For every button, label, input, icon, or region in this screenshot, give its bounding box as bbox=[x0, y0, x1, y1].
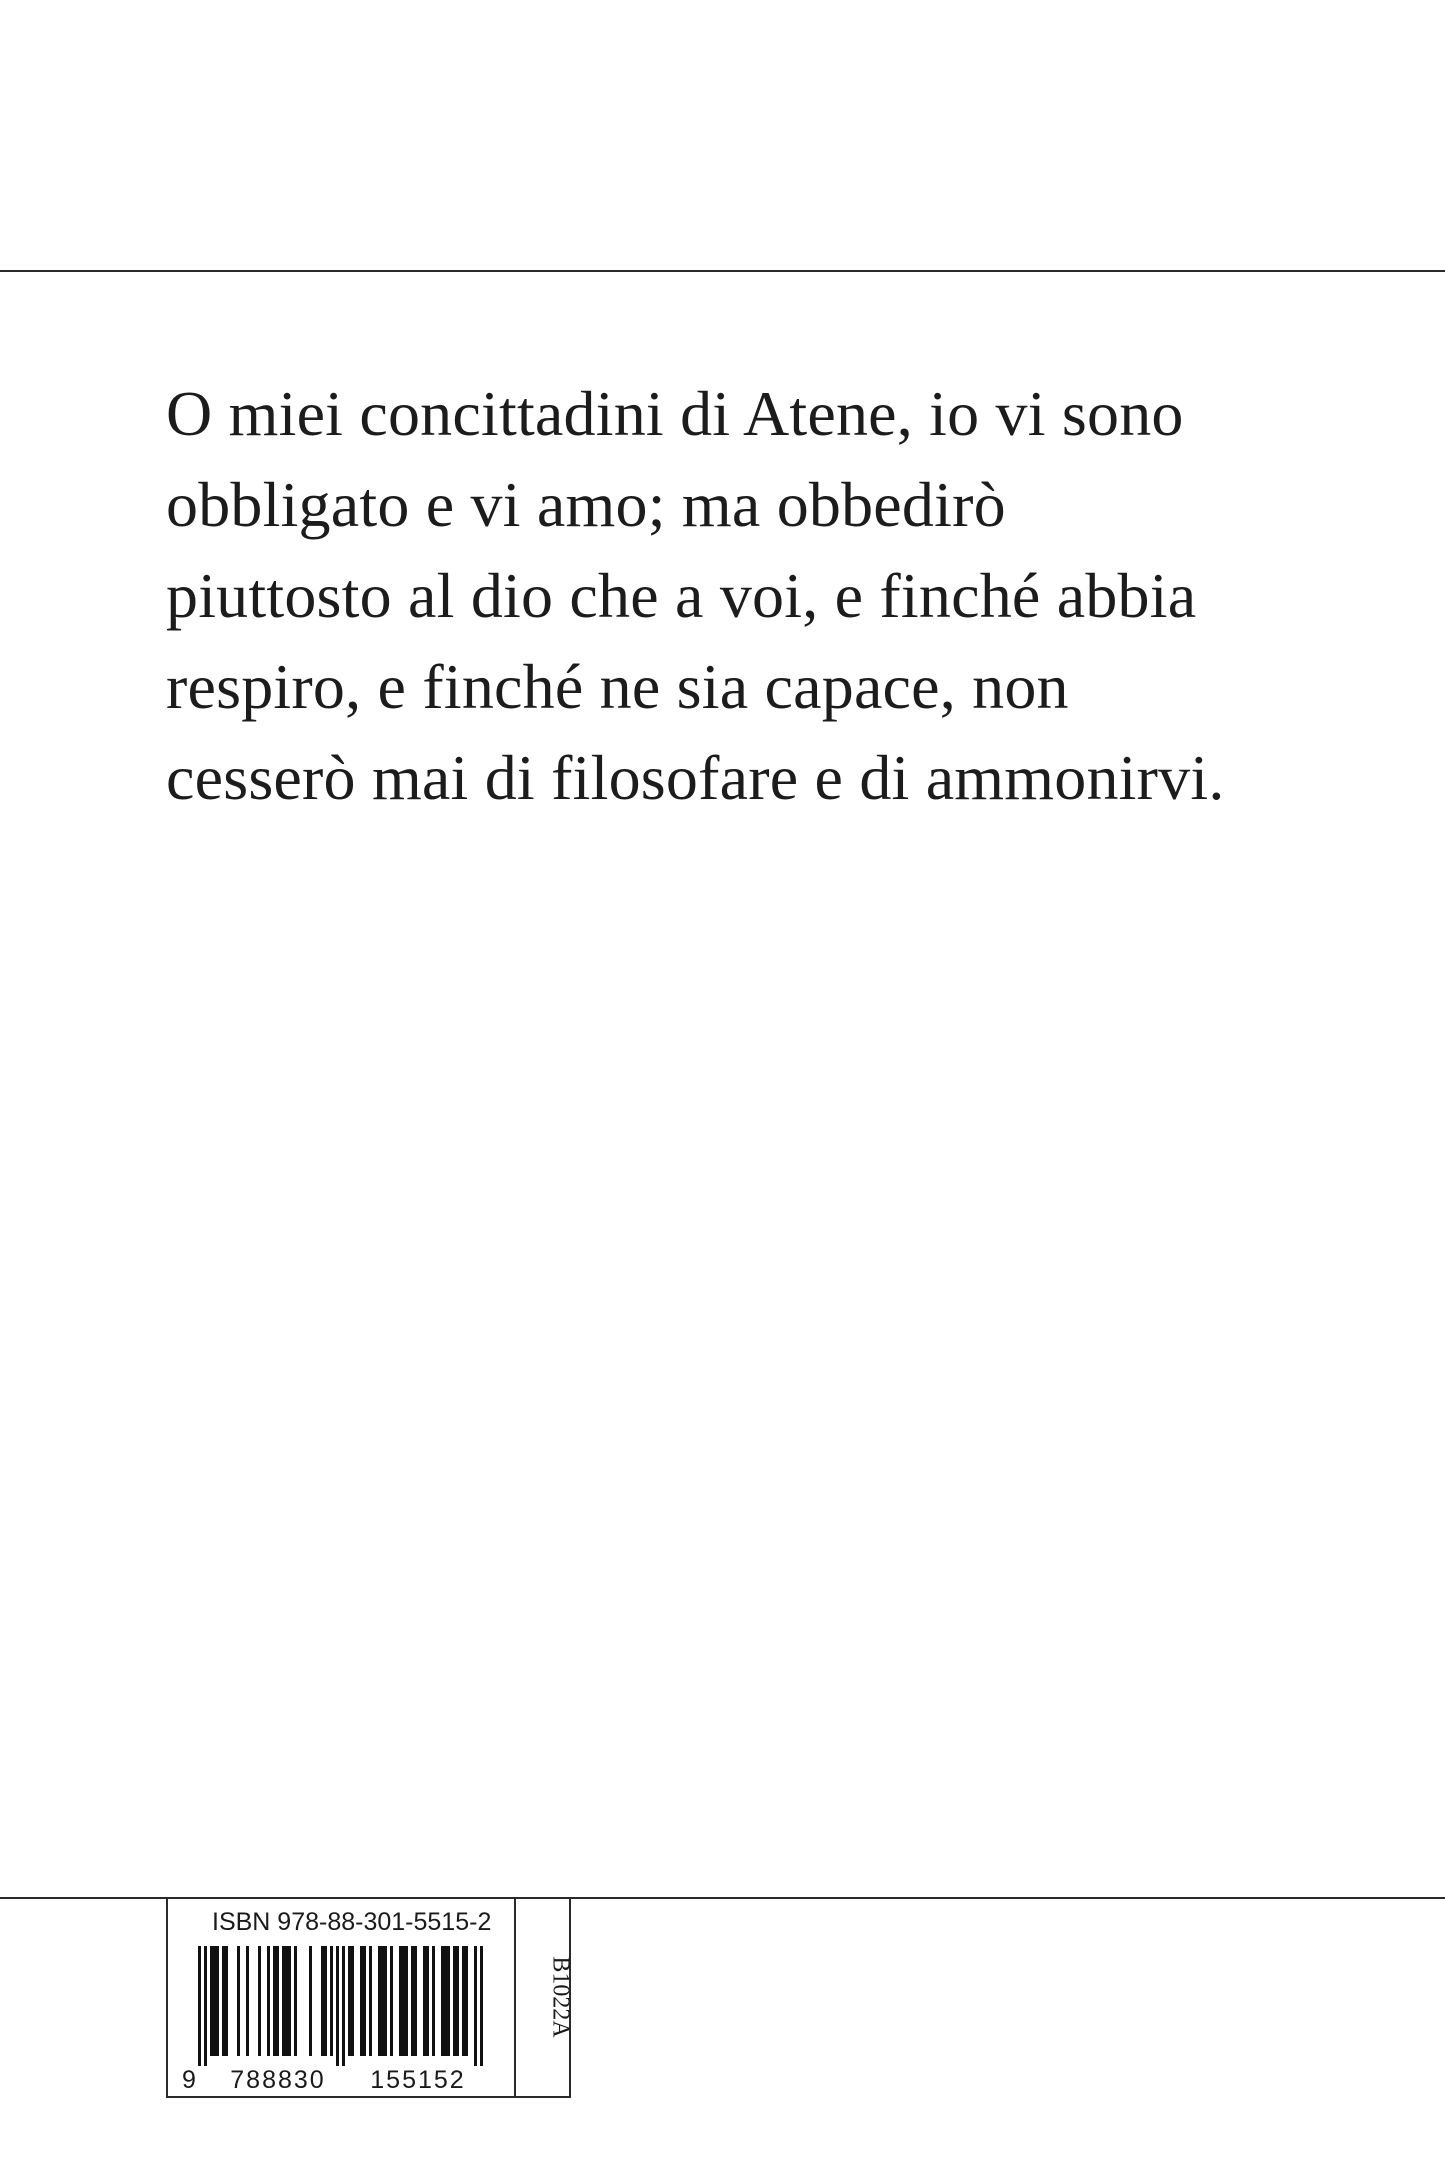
barcode-bar bbox=[423, 1946, 426, 2056]
barcode-bar bbox=[441, 1946, 444, 2056]
barcode-icon bbox=[168, 1942, 514, 2092]
quote-line: cesserò mai di filosofare e di ammonirvi. bbox=[166, 742, 1225, 813]
quote-line: obbligato e vi amo; ma obbedirò bbox=[166, 469, 1006, 540]
barcode-bar bbox=[309, 1946, 312, 2056]
barcode-bar bbox=[474, 1946, 477, 2066]
barcode-bar bbox=[336, 1946, 339, 2066]
barcode-bar bbox=[288, 1946, 291, 2056]
barcode-bar bbox=[348, 1946, 351, 2056]
barcode-bar bbox=[369, 1946, 372, 2056]
barcode-bar bbox=[213, 1946, 216, 2056]
barcode-bar bbox=[324, 1946, 327, 2056]
barcode-bar bbox=[273, 1946, 276, 2056]
barcode-bar bbox=[447, 1946, 450, 2056]
barcode-bar bbox=[351, 1946, 354, 2056]
barcode-bar bbox=[276, 1946, 279, 2056]
barcode-bar bbox=[363, 1946, 366, 2056]
barcode-bar bbox=[414, 1946, 417, 2056]
barcode-bar bbox=[216, 1946, 219, 2056]
barcode-bar bbox=[210, 1946, 213, 2056]
barcode-bar bbox=[444, 1946, 447, 2056]
side-code-label: B1022A bbox=[547, 1956, 574, 2038]
isbn-label: ISBN 978-88-301-5515-2 bbox=[212, 1908, 492, 1936]
back-cover-quote bbox=[166, 368, 1316, 823]
quote-line: respiro, e finché ne sia capace, non bbox=[166, 651, 1069, 722]
barcode-bar bbox=[405, 1946, 408, 2056]
barcode-bar bbox=[330, 1946, 333, 2056]
barcode-divider bbox=[514, 1898, 516, 2096]
barcode-digits-right: 155152 bbox=[370, 2066, 466, 2092]
barcode-bar bbox=[285, 1946, 288, 2056]
quote-line: O miei concittadini di Atene, io vi sono bbox=[166, 378, 1184, 449]
barcode-bar bbox=[462, 1946, 465, 2056]
barcode-bar bbox=[222, 1946, 225, 2056]
barcode-bar bbox=[237, 1946, 240, 2056]
barcode-bar bbox=[399, 1946, 402, 2056]
barcode-bar bbox=[267, 1946, 270, 2056]
barcode-bar bbox=[246, 1946, 249, 2056]
barcode-bar bbox=[465, 1946, 468, 2056]
barcode-digits-left: 788830 bbox=[230, 2066, 326, 2092]
barcode-bar bbox=[321, 1946, 324, 2056]
barcode-bar bbox=[390, 1946, 393, 2056]
top-rule bbox=[0, 270, 1445, 272]
barcode-bar bbox=[480, 1946, 483, 2066]
barcode-bar bbox=[381, 1946, 384, 2056]
barcode-bar bbox=[378, 1946, 381, 2056]
side-code bbox=[548, 1912, 572, 2082]
barcode-bar bbox=[453, 1946, 456, 2056]
barcode-bar bbox=[225, 1946, 228, 2056]
barcode-digit-lead: 9 bbox=[182, 2066, 196, 2092]
barcode-bar bbox=[258, 1946, 261, 2056]
barcode-bar bbox=[294, 1946, 297, 2056]
barcode-bar bbox=[282, 1946, 285, 2056]
barcode-bar bbox=[360, 1946, 363, 2056]
barcode-bar bbox=[384, 1946, 387, 2056]
barcode-bar bbox=[426, 1946, 429, 2056]
barcode-bar bbox=[204, 1946, 207, 2066]
quote-line: piuttosto al dio che a voi, e finché abbia bbox=[166, 560, 1197, 631]
barcode-bar bbox=[411, 1946, 414, 2056]
barcode-bar bbox=[198, 1946, 201, 2066]
barcode-bar bbox=[432, 1946, 435, 2056]
barcode-bar bbox=[402, 1946, 405, 2056]
barcode-bar bbox=[456, 1946, 459, 2056]
barcode-box bbox=[166, 1898, 571, 2098]
barcode-bar bbox=[342, 1946, 345, 2066]
